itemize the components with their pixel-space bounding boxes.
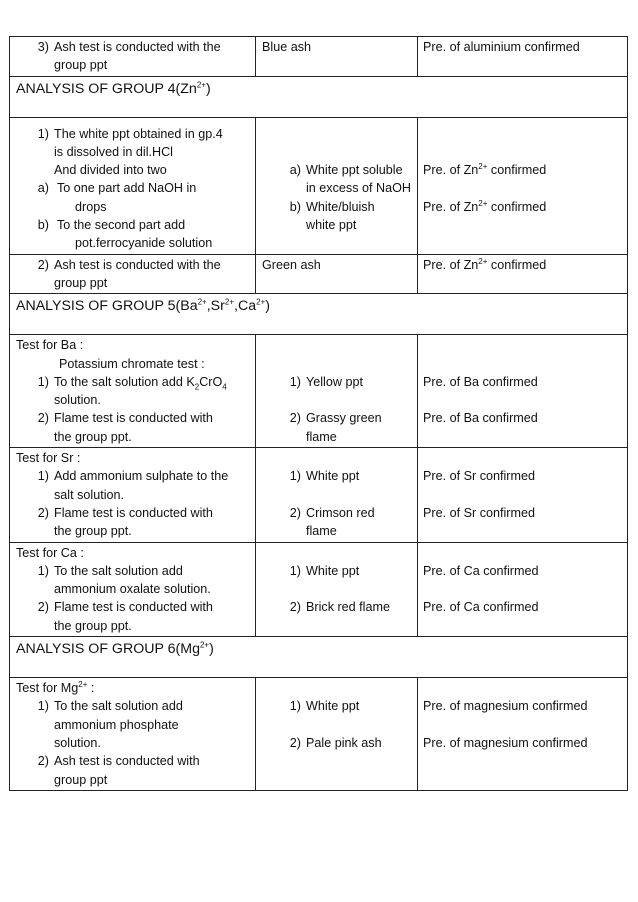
table-row	[10, 542, 628, 636]
item-number: 1)	[289, 374, 301, 389]
observation-text: White ppt	[306, 563, 360, 578]
observation-text: Green ash	[262, 257, 321, 272]
heading-text: ANALYSIS OF GROUP 6(Mg	[16, 641, 200, 658]
item-number: 2)	[289, 505, 301, 520]
observation-text: white ppt	[306, 218, 357, 233]
inference-text: Pre. of aluminium confirmed	[423, 40, 580, 54]
experiment-text: Ash test is conducted with the	[54, 40, 221, 54]
observation-cell	[256, 335, 418, 448]
item-number: 2)	[289, 600, 301, 615]
table-row	[10, 335, 628, 448]
inference-part: Pre. of Zn	[423, 257, 479, 272]
experiment-text: drops	[75, 199, 107, 214]
experiment-text: the group ppt.	[54, 524, 132, 539]
inference-part: Pre. of Zn	[423, 199, 479, 214]
experiment-text: CrO	[199, 374, 223, 389]
heading-text: ANALYSIS OF GROUP 4(Zn	[16, 80, 197, 97]
item-number: b)	[289, 199, 301, 214]
inference-cell	[418, 678, 628, 791]
observation-text: White ppt	[306, 699, 360, 714]
inference-cell	[418, 335, 628, 448]
experiment-text: Flame test is conducted with	[54, 600, 213, 615]
item-number: 1)	[37, 563, 49, 578]
observation-text: Brick red flame	[306, 600, 390, 615]
group-header-row	[10, 76, 628, 117]
experiment-text: Ash test is conducted with	[54, 754, 200, 769]
observation-text: White ppt soluble	[306, 163, 403, 178]
inference-cell	[418, 37, 628, 77]
item-number: 1)	[289, 699, 301, 714]
experiment-text: salt solution.	[54, 487, 125, 502]
observation-text: Grassy green	[306, 411, 382, 426]
heading-text: )	[265, 298, 270, 315]
inference-text: Pre. of Ca confirmed	[423, 563, 539, 578]
test-title: Test for Ba :	[16, 338, 84, 353]
table-row	[10, 254, 628, 294]
experiment-text: ammonium phosphate	[54, 717, 179, 732]
group-header-row	[10, 637, 628, 678]
inference-text: Pre. of Ba confirmed	[423, 411, 538, 426]
item-number: b)	[37, 218, 49, 233]
test-title: Test for Sr :	[16, 451, 81, 466]
observation-text: Blue ash	[262, 40, 312, 54]
item-number: 2)	[37, 257, 49, 272]
table-row	[10, 37, 628, 77]
item-number: 1)	[37, 374, 49, 389]
title-part: Test for Mg	[16, 681, 79, 696]
observation-cell	[256, 542, 418, 636]
experiment-text: group ppt	[54, 275, 108, 290]
test-subtitle: Potassium chromate test :	[59, 356, 205, 371]
charge: 2+	[199, 640, 210, 650]
experiment-text: pot.ferrocyanide solution	[75, 236, 213, 251]
observation-text: in excess of NaOH	[306, 181, 411, 196]
inference-text: Pre. of magnesium confirmed	[423, 735, 588, 750]
experiment-text: ammonium oxalate solution.	[54, 582, 211, 597]
experiment-text: the group ppt.	[54, 618, 132, 633]
experiment-text: is dissolved in dil.HCl	[54, 144, 173, 159]
observation-cell	[256, 678, 418, 791]
table-row	[10, 117, 628, 254]
heading-text: ,Ca	[234, 298, 257, 315]
test-title	[16, 679, 250, 697]
inference-part: confirmed	[487, 199, 547, 214]
experiment-text: The white ppt obtained in gp.4	[54, 126, 223, 141]
charge: 2+	[78, 679, 88, 689]
inference-text: Pre. of Sr confirmed	[423, 505, 535, 520]
item-number: 2)	[289, 735, 301, 750]
inference-text: Pre. of Ca confirmed	[423, 600, 539, 615]
experiment-text: Ash test is conducted with the	[54, 257, 221, 272]
item-number: 2)	[37, 411, 49, 426]
item-number: 2)	[37, 754, 49, 769]
item-number: 2)	[37, 505, 49, 520]
observation-cell	[256, 117, 418, 254]
item-number: 2)	[289, 411, 301, 426]
item-number: 1)	[37, 469, 49, 484]
item-number: 1)	[289, 563, 301, 578]
salt-analysis-table	[9, 36, 628, 791]
observation-text: Yellow ppt	[306, 374, 363, 389]
experiment-text: solution.	[54, 735, 101, 750]
inference-text: Pre. of Sr confirmed	[423, 469, 535, 484]
inference-text: Pre. of magnesium confirmed	[423, 699, 588, 714]
experiment-text: And divided into two	[54, 163, 167, 178]
heading-text: ANALYSIS OF GROUP 5(Ba	[16, 298, 198, 315]
experiment-text: group ppt	[54, 58, 108, 73]
charge: 2+	[256, 297, 266, 307]
item-number: a)	[37, 181, 49, 196]
experiment-text: group ppt	[54, 772, 108, 787]
item-number: 3)	[37, 40, 49, 54]
experiment-cell	[10, 37, 256, 77]
subscript: 4	[222, 382, 227, 392]
experiment-text: Add ammonium sulphate to the	[54, 469, 229, 484]
observation-text: flame	[306, 524, 337, 539]
experiment-cell	[10, 254, 256, 294]
charge: 2+	[196, 79, 206, 89]
item-number: 1)	[289, 469, 301, 484]
group-6-heading	[10, 637, 628, 678]
observation-text: Crimson red	[306, 505, 375, 520]
charge: 2+	[478, 256, 488, 266]
charge: 2+	[478, 198, 488, 208]
item-number: 1)	[37, 126, 49, 141]
observation-text: White/bluish	[306, 199, 375, 214]
experiment-text: the group ppt.	[54, 429, 132, 444]
experiment-text: To the salt solution add	[54, 699, 183, 714]
inference-cell	[418, 542, 628, 636]
item-number: 1)	[37, 699, 49, 714]
charge: 2+	[224, 297, 234, 307]
inference-part: confirmed	[487, 163, 547, 178]
charge: 2+	[197, 297, 207, 307]
experiment-text: solution.	[54, 393, 101, 408]
inference-cell	[418, 254, 628, 294]
heading-text: ,Sr	[206, 298, 225, 315]
item-number: 2)	[37, 600, 49, 615]
heading-text: )	[209, 641, 214, 658]
experiment-cell	[10, 678, 256, 791]
observation-cell	[256, 254, 418, 294]
observation-text: Pale pink ash	[306, 735, 382, 750]
subscript: 2	[194, 382, 200, 392]
experiment-text: To one part add NaOH in	[57, 181, 197, 196]
experiment-cell	[10, 542, 256, 636]
table-row	[10, 678, 628, 791]
experiment-text: To the salt solution add K	[54, 374, 195, 389]
observation-cell	[256, 37, 418, 77]
experiment-cell	[10, 448, 256, 542]
test-title: Test for Ca :	[16, 545, 84, 560]
experiment-cell	[10, 117, 256, 254]
observation-text: White ppt	[306, 469, 360, 484]
inference-cell	[418, 117, 628, 254]
inference-part: Pre. of Zn	[423, 163, 479, 178]
inference-text	[423, 161, 622, 179]
inference-cell	[418, 448, 628, 542]
title-part: :	[87, 681, 95, 696]
experiment-text: To the second part add	[57, 218, 186, 233]
inference-part: confirmed	[487, 257, 547, 272]
inference-text	[423, 198, 622, 216]
observation-cell	[256, 448, 418, 542]
experiment-text: To the salt solution add	[54, 563, 183, 578]
charge: 2+	[478, 162, 488, 171]
group-5-heading	[10, 294, 628, 335]
item-number: a)	[289, 163, 301, 178]
observation-text: flame	[306, 429, 337, 444]
group-header-row	[10, 294, 628, 335]
inference-text: Pre. of Ba confirmed	[423, 374, 538, 389]
experiment-cell	[10, 335, 256, 448]
table-row	[10, 448, 628, 542]
experiment-text: Flame test is conducted with	[54, 411, 213, 426]
heading-text: )	[205, 80, 211, 97]
group-4-heading	[10, 76, 628, 117]
experiment-text: Flame test is conducted with	[54, 505, 213, 520]
